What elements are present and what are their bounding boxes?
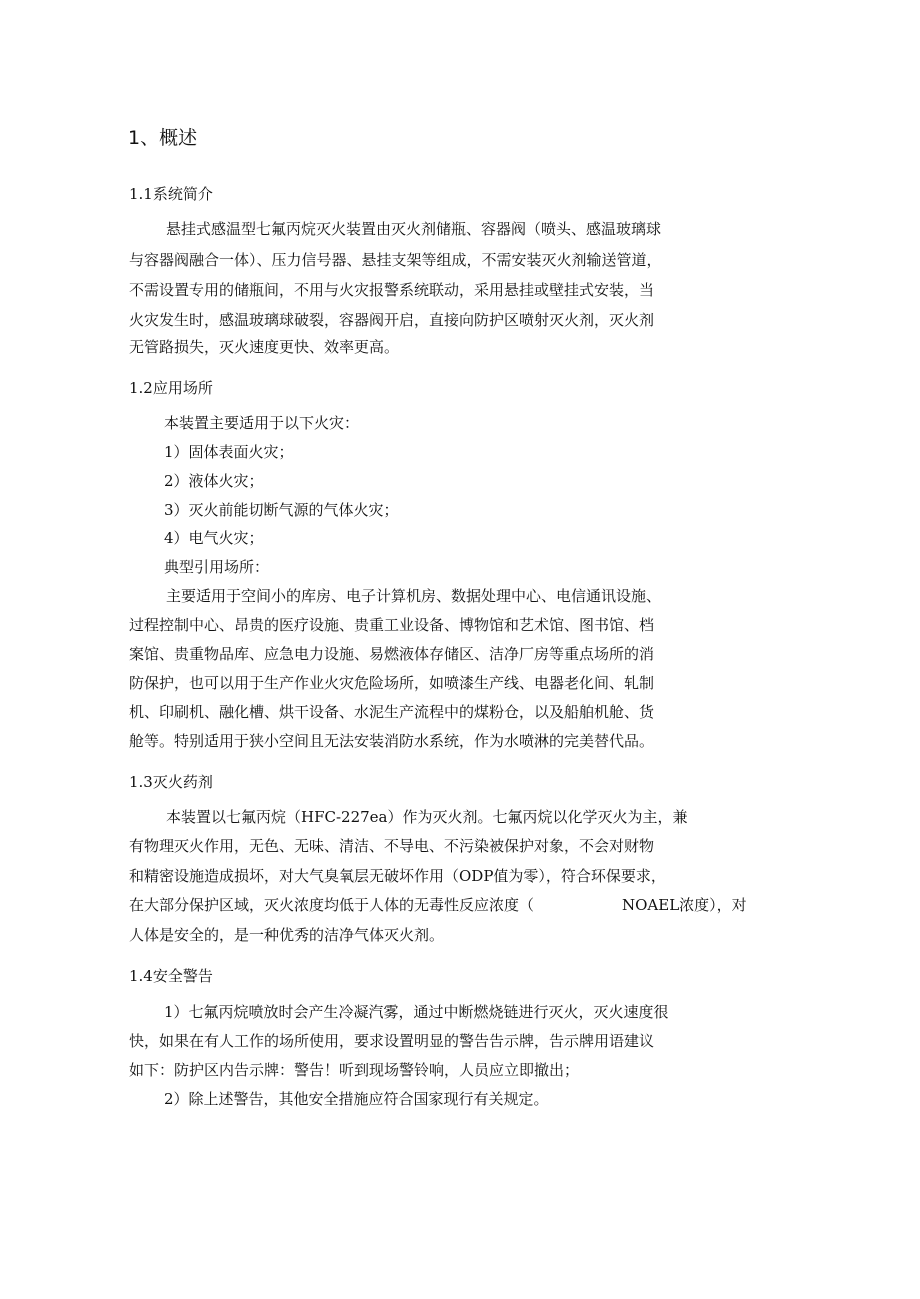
list-item: 1）固体表面火灾； — [164, 443, 294, 461]
list-item: 4）电气火灾； — [164, 529, 264, 547]
paragraph-line: 本装置主要适用于以下火灾： — [164, 414, 360, 432]
paragraph-line: 典型引用场所： — [164, 558, 270, 576]
paragraph-line: 案馆、贵重物品库、应急电力设施、易燃液体存储区、洁净厂房等重点场所的消 — [129, 645, 655, 663]
paragraph-line: 悬挂式感温型七氟丙烷灭火装置由灭火剂储瓶、容器阀（喷头、感温玻璃球 — [166, 220, 662, 238]
paragraph-line: 如下：防护区内告示牌：警告！听到现场警铃响，人员应立即撤出； — [129, 1061, 580, 1079]
paragraph-line: 人体是安全的，是一种优秀的洁净气体灭火剂。 — [129, 926, 445, 944]
list-item: 1）七氟丙烷喷放时会产生冷凝汽雾，通过中断燃烧链进行灭火，灭火速度很 — [164, 1003, 669, 1021]
paragraph-line: 有物理灭火作用，无色、无味、清洁、不导电、不污染被保护对象，不会对财物 — [129, 837, 655, 855]
paragraph-line: 在大部分保护区域，灭火浓度均低于人体的无毒性反应浓度（ — [129, 896, 535, 914]
paragraph-line: 舱等。特别适用于狭小空间且无法安装消防水系统，作为水喷淋的完美替代品。 — [129, 732, 655, 750]
paragraph-line: 快，如果在有人工作的场所使用，要求设置明显的警告告示牌，告示牌用语建议 — [129, 1032, 655, 1050]
list-item: 3）灭火前能切断气源的气体火灾； — [164, 501, 399, 519]
list-item: 2）除上述警告，其他安全措施应符合国家现行有关规定。 — [164, 1090, 549, 1108]
paragraph-line: 主要适用于空间小的库房、电子计算机房、数据处理中心、电信通讯设施、 — [166, 587, 662, 605]
list-item: 2）液体火灾； — [164, 472, 264, 490]
section-heading-1-4: 1.4安全警告 — [129, 967, 213, 985]
paragraph-line: 本装置以七氟丙烷（HFC-227ea）作为灭火剂。七氟丙烷以化学灭火为主，兼 — [166, 808, 688, 826]
paragraph-line: 火灾发生时，感温玻璃球破裂，容器阀开启，直接向防护区喷射灭火剂，灭火剂 — [129, 311, 655, 329]
paragraph-line: 与容器阀融合一体）、压力信号器、悬挂支架等组成，不需安装灭火剂输送管道， — [129, 251, 662, 269]
page-title: 1、概述 — [128, 127, 198, 149]
paragraph-line: 防保护，也可以用于生产作业火灾危险场所，如喷漆生产线、电器老化间、轧制 — [129, 674, 655, 692]
paragraph-line: 和精密设施造成损坏，对大气臭氧层无破坏作用（ODP值为零），符合环保要求， — [129, 867, 666, 885]
section-heading-1-1: 1.1系统简介 — [129, 185, 213, 203]
paragraph-line: 机、印刷机、融化槽、烘干设备、水泥生产流程中的煤粉仓，以及船舶机舱、货 — [129, 703, 655, 721]
section-heading-1-2: 1.2应用场所 — [129, 379, 213, 397]
paragraph-line: 过程控制中心、昂贵的医疗设施、贵重工业设备、博物馆和艺术馆、图书馆、档 — [129, 616, 655, 634]
paragraph-line: 不需设置专用的储瓶间，不用与火灾报警系统联动，采用悬挂或壁挂式安装，当 — [129, 281, 655, 299]
paragraph-line: NOAEL浓度），对 — [622, 896, 747, 914]
section-heading-1-3: 1.3灭火药剂 — [129, 773, 213, 791]
paragraph-line: 无管路损失，灭火速度更快、效率更高。 — [129, 338, 400, 356]
